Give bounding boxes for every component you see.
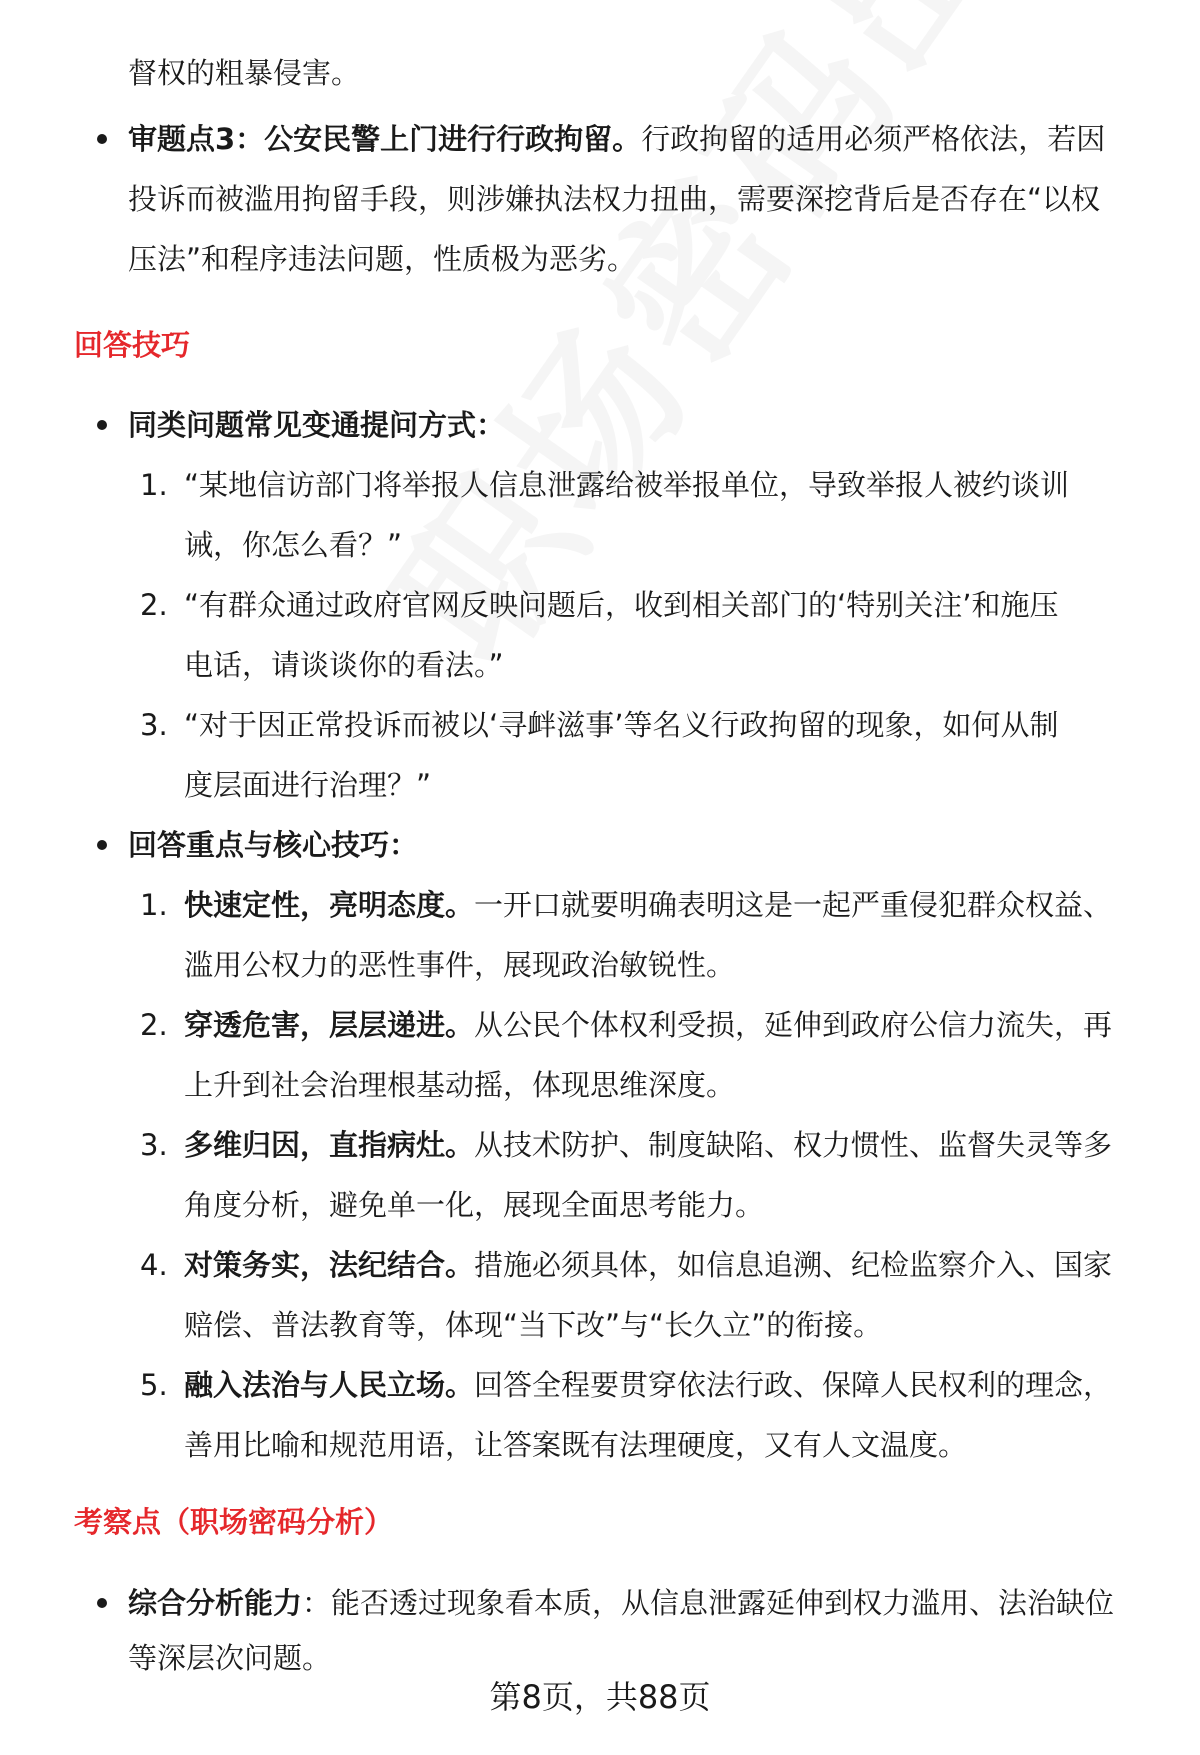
variant-item-1-line1: “某地信访部门将举报人信息泄露给被举报单位，导致举报人被约谈训 [184, 468, 1070, 502]
point3-line3: 压法”和程序违法问题，性质极为恶劣。 [128, 242, 637, 276]
exam-point-line1: 综合分析能力：能否透过现象看本质，从信息泄露延伸到权力滥用、法治缺位 [128, 1586, 1115, 1620]
bullet-icon [97, 840, 107, 850]
variant-item-1-line2: 诫，你怎么看？” [184, 528, 403, 562]
section-heading-answer: 回答技巧 [74, 328, 191, 362]
page-number: 第8页，共88页 [489, 1678, 711, 1716]
skill-item-2-line2: 上升到社会治理根基动摇，体现思维深度。 [184, 1068, 736, 1102]
exam-point-line2: 等深层次问题。 [128, 1641, 332, 1675]
skill-item-1-line2: 滥用公权力的恶性事件，展现政治敏锐性。 [184, 948, 736, 982]
bullet-icon [97, 420, 107, 430]
continuation-text: 督权的粗暴侵害。 [128, 56, 361, 90]
skill-item-3-line2: 角度分析，避免单一化，展现全面思考能力。 [184, 1188, 765, 1222]
list-number: 1. [140, 468, 168, 502]
list-number: 2. [140, 1008, 168, 1042]
skills-heading: 回答重点与核心技巧： [128, 828, 419, 862]
bullet-icon [97, 134, 107, 144]
variant-item-3-line1: “对于因正常投诉而被以‘寻衅滋事’等名义行政拘留的现象，如何从制 [184, 708, 1059, 742]
skill-item-2-line1: 穿透危害，层层递进。从公民个体权利受损，延伸到政府公信力流失，再 [184, 1008, 1113, 1042]
skill-item-4-line1: 对策务实，法纪结合。措施必须具体，如信息追溯、纪检监察介入、国家 [184, 1248, 1113, 1282]
variant-item-3-line2: 度层面进行治理？” [184, 768, 432, 802]
list-number: 1. [140, 888, 168, 922]
list-number: 3. [140, 1128, 168, 1162]
list-number: 4. [140, 1248, 168, 1282]
variant-item-2-line2: 电话，请谈谈你的看法。” [184, 648, 504, 682]
list-number: 3. [140, 708, 168, 742]
variants-heading: 同类问题常见变通提问方式： [128, 408, 506, 442]
skill-item-5-line2: 善用比喻和规范用语，让答案既有法理硬度，又有人文温度。 [184, 1428, 968, 1462]
point3-bold: 审题点3：公安民警上门进行行政拘留。 [128, 122, 642, 156]
bullet-icon [97, 1598, 107, 1608]
point3-line2: 投诉而被滥用拘留手段，则涉嫌执法权力扭曲，需要深挖背后是否存在“以权 [128, 182, 1101, 216]
skill-item-4-line2: 赔偿、普法教育等，体现“当下改”与“长久立”的衔接。 [184, 1308, 883, 1342]
skill-item-3-line1: 多维归因，直指病灶。从技术防护、制度缺陷、权力惯性、监督失灵等多 [184, 1128, 1113, 1162]
skill-item-5-line1: 融入法治与人民立场。回答全程要贯穿依法行政、保障人民权利的理念， [184, 1368, 1113, 1402]
list-number: 5. [140, 1368, 168, 1402]
point3-text: 行政拘留的适用必须严格依法，若因 [641, 122, 1106, 156]
list-number: 2. [140, 588, 168, 622]
section-heading-exam: 考察点（职场密码分析） [74, 1505, 394, 1539]
skill-item-1-line1: 快速定性，亮明态度。一开口就要明确表明这是一起严重侵犯群众权益、 [184, 888, 1113, 922]
point3-line1 [128, 119, 1105, 159]
variant-item-2-line1: “有群众通过政府官网反映问题后，收到相关部门的‘特别关注’和施压 [184, 588, 1059, 622]
